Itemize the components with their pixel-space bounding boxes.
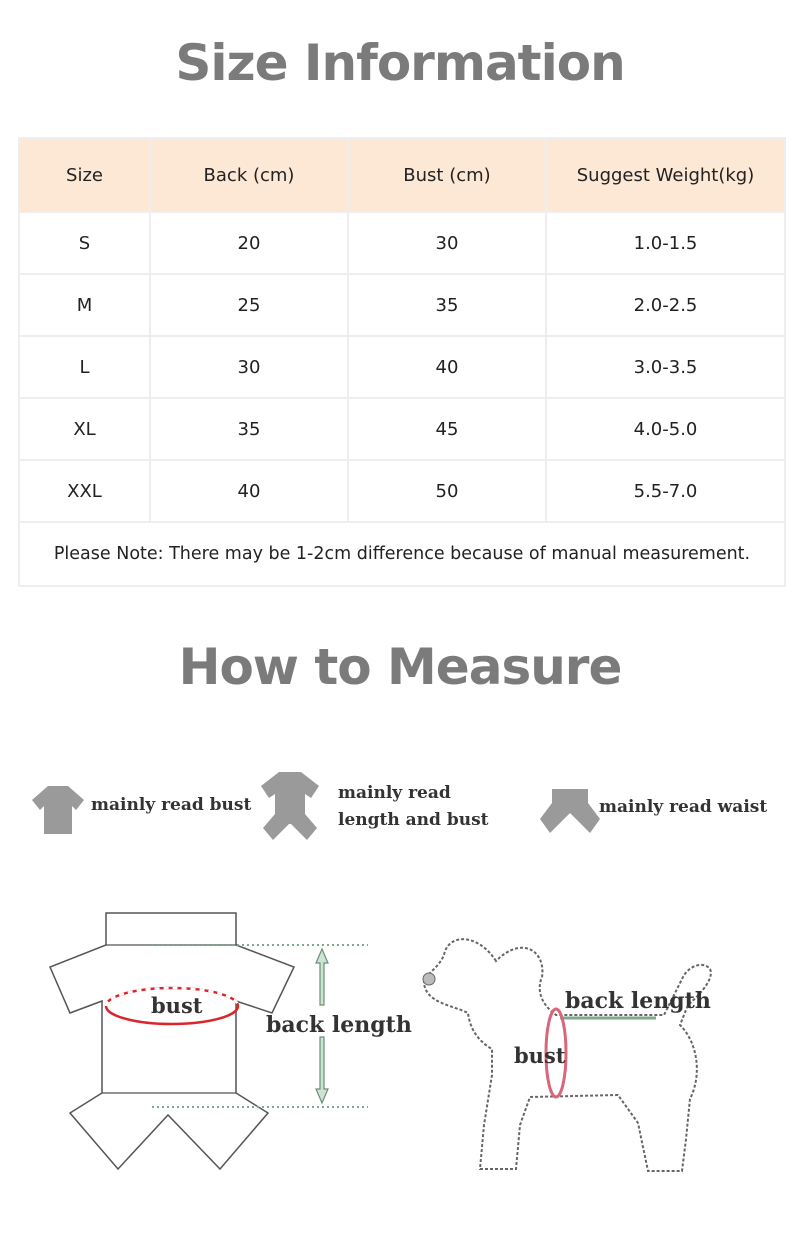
size-table xyxy=(18,137,786,587)
table-note-row xyxy=(19,522,785,586)
legend-length-label-line2: length and bust xyxy=(338,810,489,830)
legend-length-label-line1: mainly read xyxy=(338,783,451,803)
dog-diagram xyxy=(412,925,728,1181)
shirt-icon xyxy=(30,782,86,838)
table-row xyxy=(19,212,785,274)
dog-bust-label: bust xyxy=(514,1043,566,1068)
cell-back: 40 xyxy=(150,460,348,522)
cell-bust: 35 xyxy=(348,274,546,336)
legend-bust-label: mainly read bust xyxy=(91,795,252,815)
column-header-size: Size xyxy=(19,138,150,212)
pants-icon xyxy=(538,785,602,837)
cell-bust: 30 xyxy=(348,212,546,274)
cell-weight: 1.0-1.5 xyxy=(546,212,785,274)
cell-weight: 5.5-7.0 xyxy=(546,460,785,522)
cell-size: XXL xyxy=(19,460,150,522)
table-row xyxy=(19,336,785,398)
legend-waist-label: mainly read waist xyxy=(599,797,768,817)
cell-size: M xyxy=(19,274,150,336)
column-header-back: Back (cm) xyxy=(150,138,348,212)
cell-size: L xyxy=(19,336,150,398)
cell-back: 25 xyxy=(150,274,348,336)
column-header-bust: Bust (cm) xyxy=(348,138,546,212)
table-row xyxy=(19,274,785,336)
cell-weight: 4.0-5.0 xyxy=(546,398,785,460)
cell-bust: 40 xyxy=(348,336,546,398)
cell-back: 30 xyxy=(150,336,348,398)
cell-size: XL xyxy=(19,398,150,460)
size-information-title: Size Information xyxy=(175,34,625,92)
cell-bust: 45 xyxy=(348,398,546,460)
table-header-row xyxy=(19,138,785,212)
garment-diagram xyxy=(48,905,378,1175)
cell-back: 20 xyxy=(150,212,348,274)
cell-weight: 3.0-3.5 xyxy=(546,336,785,398)
garment-back-length-label: back length xyxy=(266,1012,412,1038)
measurement-note: Please Note: There may be 1-2cm difference because of manual measurement. xyxy=(19,522,785,586)
table-row xyxy=(19,460,785,522)
cell-size: S xyxy=(19,212,150,274)
table-row xyxy=(19,398,785,460)
cell-bust: 50 xyxy=(348,460,546,522)
garment-bust-label: bust xyxy=(151,993,203,1018)
jumpsuit-icon xyxy=(255,768,325,844)
how-to-measure-title: How to Measure xyxy=(178,638,622,696)
cell-weight: 2.0-2.5 xyxy=(546,274,785,336)
column-header-weight: Suggest Weight(kg) xyxy=(546,138,785,212)
dog-back-length-label: back length xyxy=(565,988,711,1014)
cell-back: 35 xyxy=(150,398,348,460)
